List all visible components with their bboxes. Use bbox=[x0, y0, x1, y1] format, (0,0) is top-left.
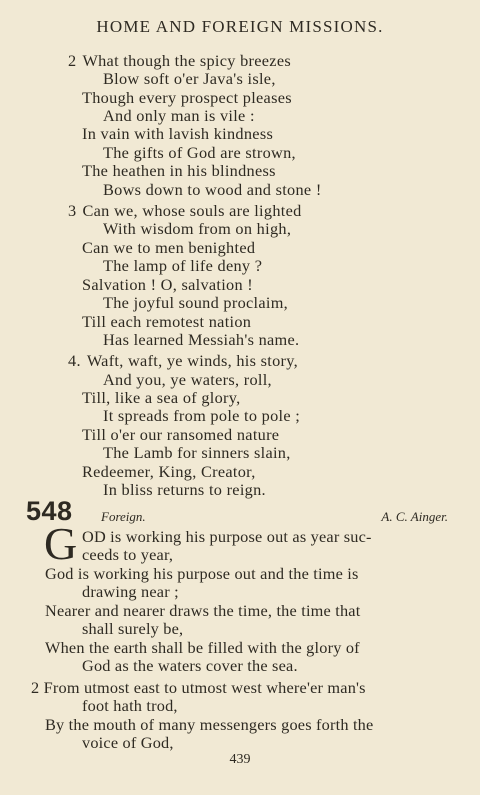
verse-line: Bows down to wood and stone ! bbox=[103, 180, 322, 199]
hymn-line: God as the waters cover the sea. bbox=[82, 656, 298, 675]
verse-line: Can we to men benighted bbox=[82, 238, 256, 257]
verse-line: Till o'er our ransomed nature bbox=[82, 425, 280, 444]
verse-line: Salvation ! O, salvation ! bbox=[82, 275, 254, 294]
hymn-line: 2 From utmost east to utmost west where'er man's bbox=[31, 678, 366, 697]
verse-line: 4. Waft, waft, ye winds, his story, bbox=[68, 351, 298, 370]
verse-line: Has learned Messiah's name. bbox=[103, 330, 300, 349]
verse-line: Redeemer, King, Creator, bbox=[82, 462, 256, 481]
verse-line: The lamp of life deny ? bbox=[103, 256, 263, 275]
verse-line: With wisdom from on high, bbox=[103, 219, 292, 238]
hymn-author: A. C. Ainger. bbox=[381, 509, 448, 524]
verse-line: The heathen in his blindness bbox=[82, 161, 276, 180]
verse-line: In bliss returns to reign. bbox=[103, 480, 266, 499]
hymn-line: By the mouth of many messengers goes forth the bbox=[45, 715, 374, 734]
hymn-line: Nearer and nearer draws the time, the time that bbox=[45, 601, 361, 620]
drop-cap: G bbox=[44, 518, 78, 569]
running-header: HOME AND FOREIGN MISSIONS. bbox=[96, 17, 384, 36]
page-number: 439 bbox=[229, 752, 251, 767]
verse-line: The gifts of God are strown, bbox=[103, 143, 296, 162]
tune-name: Foreign. bbox=[101, 509, 146, 524]
verse-line: Till, like a sea of glory, bbox=[82, 388, 241, 407]
verse-line: And only man is vile : bbox=[103, 106, 255, 125]
verse-line: The joyful sound proclaim, bbox=[103, 293, 289, 312]
hymn-line: foot hath trod, bbox=[82, 696, 178, 715]
hymn-number: 548 bbox=[26, 496, 73, 526]
hymn-line: drawing near ; bbox=[82, 582, 179, 601]
hymn-line: When the earth shall be filled with the glory of bbox=[45, 638, 360, 657]
verse-line: Though every prospect pleases bbox=[82, 88, 292, 107]
verse-line: And you, ye waters, roll, bbox=[103, 370, 272, 389]
hymn-line: OD is working his purpose out as year suc- bbox=[82, 527, 372, 546]
hymn-line: shall surely be, bbox=[82, 619, 184, 638]
hymn-line: voice of God, bbox=[82, 733, 174, 752]
verse-line: Till each remotest nation bbox=[82, 312, 252, 331]
verse-line: It spreads from pole to pole ; bbox=[103, 406, 301, 425]
hymn-line: God is working his purpose out and the time is bbox=[45, 564, 359, 583]
verse-line: 2 What though the spicy breezes bbox=[68, 51, 291, 70]
hymn-line: ceeds to year, bbox=[82, 545, 174, 564]
verse-line: Blow soft o'er Java's isle, bbox=[103, 69, 276, 88]
verse-line: The Lamb for sinners slain, bbox=[103, 443, 291, 462]
verse-line: In vain with lavish kindness bbox=[82, 124, 274, 143]
verse-line: 3 Can we, whose souls are lighted bbox=[68, 201, 302, 220]
